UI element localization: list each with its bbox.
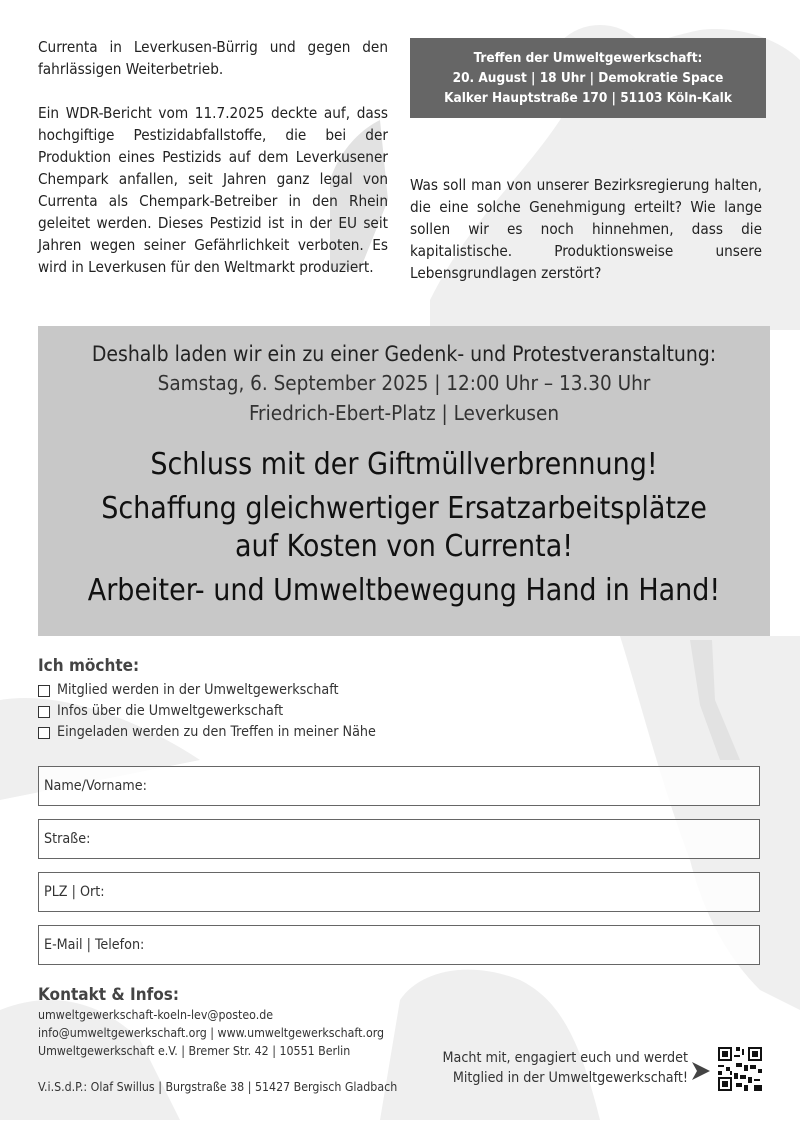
street-field[interactable] — [38, 819, 760, 859]
join-callout — [418, 1048, 688, 1088]
meeting-title: Treffen der Umweltgewerkschaft: — [473, 50, 703, 66]
meeting-info-box — [410, 38, 766, 118]
event-invite: Deshalb laden wir ein zu einer Gedenk- und Protestveranstaltung: — [91, 342, 717, 366]
name-field[interactable] — [38, 766, 760, 806]
event-date: Samstag, 6. September 2025 | 12:00 Uhr – 13.30 Uhr — [157, 371, 651, 395]
event-announcement-box — [38, 326, 770, 636]
form-heading: Ich möchte: — [38, 656, 140, 676]
wdr-report-paragraph: Ein WDR-Bericht vom 11.7.2025 deckte auf, dass hochgiftige Pestizidabfallstoffe, die bei der Produktion eines Pestizids auf dem Leverkusener Chempark anfallen, seit Jahren ganz legal von Currenta als Chempark-Betreiber in den Rhein geleitet werden. Dieses Pestizid ist in der EU seit Jahren wegen seiner Gefährlichkeit verboten. Es wird in Leverkusen für den Weltmarkt produziert. — [38, 104, 388, 276]
checkbox-become-member[interactable] — [38, 685, 50, 697]
email-phone-field[interactable] — [38, 925, 760, 965]
slogan-replacement-jobs-line1: Schaffung gleichwertiger Ersatzarbeitsplätze — [101, 491, 707, 526]
imprint: V.i.S.d.P.: Olaf Swillus | Burgstraße 38 | 51427 Bergisch Gladbach — [38, 1080, 398, 1094]
contact-email-local: umweltgewerkschaft-koeln-lev@posteo.de — [38, 1008, 274, 1022]
callout-line1: Macht mit, engagiert euch und werdet — [442, 1050, 688, 1066]
contact-address: Umweltgewerkschaft e.V. | Bremer Str. 42 | 10551 Berlin — [38, 1044, 351, 1058]
callout-line2: Mitglied in der Umweltgewerkschaft! — [452, 1070, 688, 1086]
name-field-label: Name/Vorname: — [44, 778, 147, 794]
option-meeting-invite[interactable] — [38, 722, 770, 743]
option-label: Mitglied werden in der Umweltgewerkschaft — [57, 682, 339, 698]
slogan-waste-incineration: Schluss mit der Giftmüllverbrennung! — [150, 447, 658, 482]
left-text-column — [38, 36, 388, 278]
option-become-member[interactable] — [38, 680, 770, 701]
qr-code-icon[interactable] — [716, 1045, 764, 1093]
checkbox-receive-info[interactable] — [38, 706, 50, 718]
intro-paragraph: Currenta in Leverkusen-Bürrig und gegen den fahrlässigen Weiterbetrieb. — [38, 38, 388, 78]
email-phone-field-label: E-Mail | Telefon: — [44, 937, 145, 953]
slogan-replacement-jobs — [38, 490, 770, 566]
meeting-address: Kalker Hauptstraße 170 | 51103 Köln-Kalk — [444, 90, 732, 106]
slogan-replacement-jobs-line2: auf Kosten von Currenta! — [234, 529, 574, 564]
option-label: Infos über die Umweltgewerkschaft — [57, 703, 284, 719]
option-label: Eingeladen werden zu den Treffen in meiner Nähe — [57, 724, 376, 740]
question-paragraph: Was soll man von unserer Bezirksregierung halten, die eine solche Genehmigung erteilt? Wie lange sollen wir es noch hinnehmen, dass die kapitalistische. Produktionsweise unsere Lebensgrundlagen zerstört? — [410, 176, 762, 282]
option-receive-info[interactable] — [38, 701, 770, 722]
slogans — [38, 446, 770, 610]
checkbox-meeting-invite[interactable] — [38, 727, 50, 739]
membership-options — [38, 656, 770, 743]
contact-info — [38, 986, 418, 1060]
event-place: Friedrich-Ebert-Platz | Leverkusen — [248, 401, 560, 425]
zip-city-field[interactable] — [38, 872, 760, 912]
slogan-hand-in-hand: Arbeiter- und Umweltbewegung Hand in Hand! — [87, 573, 721, 608]
zip-city-field-label: PLZ | Ort: — [44, 884, 105, 900]
right-text-column — [410, 174, 762, 284]
contact-heading: Kontakt & Infos: — [38, 985, 180, 1005]
arrow-right-icon — [690, 1060, 712, 1082]
street-field-label: Straße: — [44, 831, 91, 847]
meeting-date-venue: 20. August | 18 Uhr | Demokratie Space — [452, 70, 724, 86]
contact-email-web: info@umweltgewerkschaft.org | www.umweltgewerkschaft.org — [38, 1026, 385, 1040]
